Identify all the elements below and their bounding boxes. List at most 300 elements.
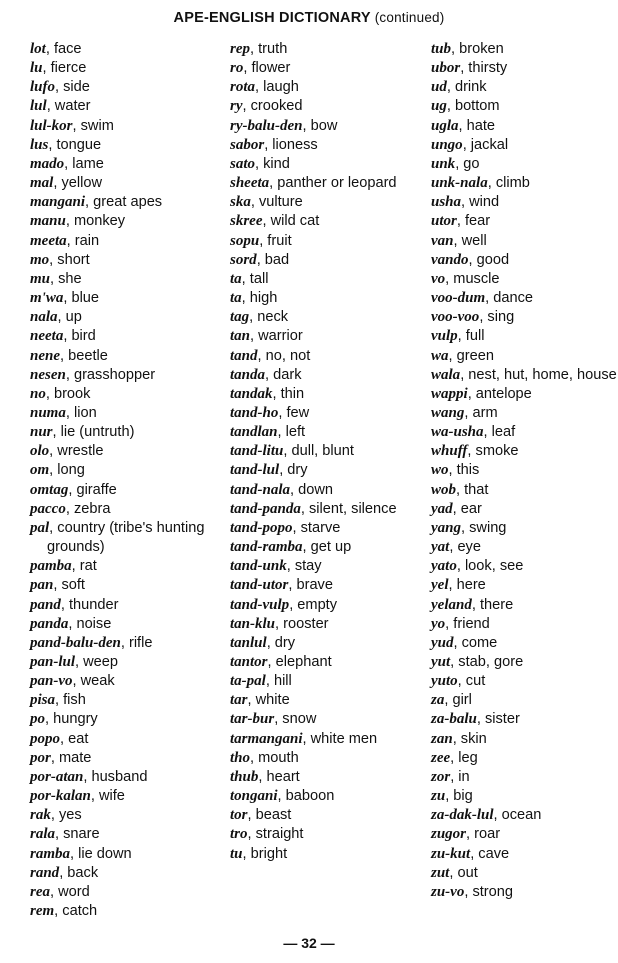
entry-meaning: leg [458,749,478,766]
dictionary-entry: mal, yellow [30,175,103,192]
entry-meaning: yes [58,807,82,824]
entry-word: ramba [30,845,71,862]
dictionary-column-3 [431,40,618,902]
entry-word: panda [30,615,69,632]
dictionary-entry: lul, water [30,98,91,115]
entry-word: pamba [30,558,72,575]
dictionary-entry: tar, white [230,692,290,709]
dictionary-entry: ry, crooked [230,98,303,115]
entry-word: yel [431,577,449,594]
dictionary-entry: wala, nest, hut, home, house [431,366,617,383]
entry-word: rala [30,826,56,843]
entry-meaning: cave [478,845,510,862]
entry-meaning: snow [282,711,317,728]
entry-word: yato [431,558,457,575]
entry-meaning: dry [287,462,308,479]
dictionary-entry: lot, face [30,41,82,57]
entry-word: mangani [30,194,86,211]
dictionary-entry: ta, tall [230,270,269,287]
entry-meaning: rain [74,232,100,249]
entry-meaning: lioness [272,136,318,153]
dictionary-entry: tan, warrior [230,328,303,345]
entry-word: tanda [230,366,266,383]
entry-word: om [30,462,50,479]
entry-meaning: kind [263,155,290,172]
entry-meaning: bow [310,117,338,134]
entry-meaning: water [54,98,91,115]
entry-meaning: bad [264,251,290,268]
entry-word: tag [230,309,250,326]
entry-meaning: grasshopper [73,366,156,383]
entry-word: tand-ho [230,404,279,421]
entry-meaning: dance [493,290,534,307]
entry-word: pan-lul [30,654,76,670]
dictionary-entry: manu, monkey [30,213,126,230]
entry-word: m'wa [30,290,64,307]
dictionary-entry: tand-popo, starve [230,519,341,536]
entry-meaning: husband [91,768,148,785]
dictionary-entry: pal, country (tribe's hunting grounds) [30,519,205,556]
entry-word: rea [30,883,50,900]
entry-meaning: nest, hut, home, house [468,366,617,383]
entry-meaning: soft [61,577,85,594]
entry-word: ry [230,98,243,115]
entry-word: mo [30,251,50,268]
dictionary-column-1 [30,40,225,921]
entry-word: popo [30,730,60,747]
dictionary-entry: rak, yes [30,807,82,824]
dictionary-entry: tand-ho, few [230,404,310,421]
entry-meaning: arm [472,404,498,421]
dictionary-entry: nala, up [30,309,82,326]
dictionary-entry: lu, fierce [30,60,87,77]
entry-meaning: here [456,577,486,594]
page-number: — 32 — [283,935,335,951]
entry-word: ro [230,60,244,77]
dictionary-entry: tand-vulp, empty [230,596,338,613]
dictionary-entry: whuff, smoke [431,443,519,460]
entry-word: vando [431,251,469,268]
entry-word: wa [431,347,449,364]
dictionary-entry: pan-lul, weep [30,654,119,670]
dictionary-entry: wang, arm [431,404,498,421]
entry-word: vo [431,270,446,287]
entry-meaning: left [285,424,306,441]
continued-label: (continued) [374,10,445,25]
dictionary-entry: wa-usha, leaf [431,424,516,441]
entry-meaning: no, not [265,347,311,364]
entry-word: tand-vulp [230,596,290,613]
dictionary-entry: usha, wind [431,194,500,211]
dictionary-entry: unk-nala, climb [431,175,530,192]
dictionary-entry: sabor, lioness [230,136,318,153]
entry-meaning: weep [83,654,119,670]
dictionary-entry: vando, good [431,251,510,268]
dictionary-entry: pand-balu-den, rifle [30,634,153,651]
entry-word: pacco [30,500,66,517]
dictionary-entry: pand, thunder [30,596,119,613]
entry-meaning: beast [255,807,292,824]
dictionary-entry: om, long [30,462,85,479]
dictionary-entry: sopu, fruit [230,232,292,249]
entry-word: ugla [431,117,459,134]
dictionary-entry: nur, lie (untruth) [30,424,135,441]
entry-word: zu [431,788,446,805]
dictionary-entry: lul-kor, swim [30,117,114,134]
entry-word: tan [230,328,251,345]
entry-meaning: skin [460,730,487,747]
entry-meaning: in [458,768,470,785]
entry-word: pan-vo [30,673,73,690]
dictionary-entry: vulp, full [431,328,485,345]
entry-word: no [30,385,46,402]
entry-meaning: neck [257,309,289,326]
entry-meaning: country (tribe's hunting grounds) [47,519,205,556]
entry-meaning: that [464,481,489,498]
entry-meaning: few [286,404,310,421]
dictionary-entry: tand-ramba, get up [230,539,352,556]
entry-meaning: crooked [250,98,303,115]
dictionary-entry: zor, in [431,768,470,785]
entry-word: nesen [30,366,66,383]
entry-meaning: laugh [263,79,299,96]
entry-word: ubor [431,60,461,77]
entry-word: tandak [230,385,273,402]
dictionary-entry: popo, eat [30,730,89,747]
dictionary-entry: voo-voo, sing [431,309,515,326]
entry-word: pisa [30,692,56,709]
entry-word: manu [30,213,66,230]
entry-meaning: stab, gore [458,654,524,670]
entry-word: nene [30,347,60,364]
entry-meaning: high [249,290,278,307]
entry-meaning: stay [294,558,322,575]
entry-word: yat [431,539,450,556]
entry-word: ud [431,79,447,96]
entry-meaning: panther or leopard [277,175,397,192]
entry-word: thub [230,768,259,785]
entry-word: wa-usha [431,424,484,441]
entry-word: yuto [431,673,458,690]
entry-meaning: weak [80,673,115,690]
entry-meaning: she [58,270,82,287]
dictionary-entry: sato, kind [230,155,290,172]
entry-meaning: white men [310,730,378,747]
dictionary-title: APE-ENGLISH DICTIONARY [173,10,371,26]
entry-word: tanlul [230,634,267,651]
entry-meaning: bottom [454,98,500,115]
entry-word: tu [230,845,243,862]
entry-meaning: dark [273,366,302,383]
dictionary-entry: ta, high [230,290,278,307]
entry-word: tongani [230,788,278,805]
entry-word: sord [230,251,257,268]
entry-meaning: good [476,251,510,268]
dictionary-entry: yat, eye [431,539,481,556]
entry-word: tand-lul [230,462,280,479]
entry-meaning: well [461,232,487,249]
entry-word: ta-pal [230,673,266,690]
dictionary-entry: yud, come [431,634,498,651]
entry-meaning: monkey [73,213,126,230]
dictionary-entry: ta-pal, hill [230,673,292,690]
entry-word: sopu [230,232,260,249]
entry-word: nur [30,424,53,441]
dictionary-entry: nene, beetle [30,347,108,364]
dictionary-entry: mado, lame [30,155,104,172]
dictionary-entry: tantor, elephant [230,654,332,670]
entry-word: za [431,692,445,709]
entry-meaning: swim [80,117,114,134]
entry-meaning: fear [464,213,491,230]
entry-meaning: wrestle [57,443,104,460]
entry-word: tand-panda [230,500,301,517]
dictionary-entry: lufo, side [30,79,90,96]
entry-word: unk-nala [431,175,488,192]
entry-word: lu [30,60,43,77]
dictionary-entry: zut, out [431,864,478,881]
entry-meaning: white [255,692,290,709]
entry-word: rep [230,41,250,57]
entry-meaning: silent, silence [308,500,397,517]
entry-word: yo [431,615,446,632]
entry-meaning: blue [71,290,100,307]
entry-meaning: rat [79,558,97,575]
entry-meaning: thunder [68,596,119,613]
entry-word: omtag [30,481,69,498]
entry-meaning: down [298,481,334,498]
entry-word: tand-unk [230,558,287,575]
entry-word: pand-balu-den [30,634,121,651]
dictionary-entry: zu-vo, strong [431,883,514,900]
entry-meaning: bird [71,328,96,345]
entry-word: tub [431,41,452,57]
dictionary-entry: mangani, great apes [30,194,163,211]
entry-meaning: flower [251,60,291,77]
dictionary-entry: ro, flower [230,60,291,77]
entry-meaning: yellow [61,175,103,192]
entry-meaning: rifle [128,634,153,651]
entry-word: voo-voo [431,309,480,326]
dictionary-entry: pisa, fish [30,692,86,709]
dictionary-entry: zu, big [431,788,473,805]
dictionary-entry: ug, bottom [431,98,500,115]
dictionary-entry: tu, bright [230,845,288,862]
entry-word: utor [431,213,457,230]
entry-word: zut [431,864,450,881]
entry-word: yang [431,519,461,536]
entry-meaning: broken [459,41,504,57]
entry-word: za-dak-lul [431,807,494,824]
entry-meaning: snare [63,826,100,843]
dictionary-entry: vo, muscle [431,270,500,287]
entry-word: usha [431,194,462,211]
entry-meaning: sister [484,711,520,728]
dictionary-entry: wappi, antelope [431,385,532,402]
dictionary-column-2 [230,40,425,864]
dictionary-entry: pan, soft [30,577,85,594]
entry-word: unk [431,155,456,172]
entry-meaning: vulture [258,194,303,211]
entry-meaning: rooster [283,615,329,632]
dictionary-entry: yato, look, see [431,558,524,575]
dictionary-entry: yuto, cut [431,673,486,690]
dictionary-entry: yad, ear [431,500,482,517]
entry-word: nala [30,309,58,326]
dictionary-entry: yeland, there [431,596,514,613]
entry-meaning: thirsty [468,60,508,77]
entry-meaning: this [456,462,480,479]
entry-meaning: warrior [258,328,303,345]
entry-word: neeta [30,328,64,345]
dictionary-entry: po, hungry [30,711,98,728]
dictionary-entry: pacco, zebra [30,500,111,517]
dictionary-entry: por-atan, husband [30,768,148,785]
entry-word: rota [230,79,256,96]
dictionary-entry: tar-bur, snow [230,711,317,728]
entry-meaning: smoke [475,443,519,460]
entry-meaning: mouth [258,749,299,766]
dictionary-entry: yo, friend [431,615,490,632]
entry-word: za-balu [431,711,477,728]
dictionary-entry: panda, noise [30,615,112,632]
entry-meaning: elephant [275,654,332,670]
dictionary-entry: zu-kut, cave [431,845,510,862]
dictionary-entry: pamba, rat [30,558,97,575]
dictionary-entry: tandlan, left [230,424,306,441]
dictionary-entry: sheeta, panther or leopard [230,175,397,192]
dictionary-entry: tarmangani, white men [230,730,378,747]
entry-word: yeland [431,596,472,613]
entry-meaning: eye [457,539,481,556]
entry-word: ta [230,270,242,287]
entry-word: numa [30,404,66,421]
entry-word: pand [30,596,61,613]
dictionary-entry: olo, wrestle [30,443,104,460]
entry-meaning: there [479,596,514,613]
entry-word: tand-litu [230,443,284,460]
entry-meaning: catch [62,903,98,920]
entry-meaning: leaf [491,424,516,441]
entry-meaning: giraffe [76,481,117,498]
entry-meaning: mate [58,749,92,766]
entry-meaning: zebra [73,500,111,517]
entry-word: wappi [431,385,468,402]
dictionary-entry: ungo, jackal [431,136,509,153]
entry-meaning: hill [273,673,292,690]
entry-meaning: sing [487,309,515,326]
dictionary-entry: rea, word [30,883,90,900]
entry-word: tho [230,749,251,766]
entry-word: zu-vo [431,883,465,900]
entry-word: ug [431,98,447,115]
dictionary-entry: yel, here [431,577,486,594]
entry-word: mal [30,175,54,192]
dictionary-entry: ugla, hate [431,117,496,134]
entry-meaning: lie down [78,845,132,862]
entry-meaning: look, see [464,558,524,575]
entry-meaning: brook [53,385,91,402]
entry-meaning: roar [474,826,501,843]
dictionary-entry: tand-lul, dry [230,462,308,479]
entry-word: zan [431,730,453,747]
dictionary-entry: por-kalan, wife [30,788,125,805]
entry-word: olo [30,443,50,460]
dictionary-entry: tag, neck [230,309,289,326]
entry-word: yud [431,634,454,651]
dictionary-entry: skree, wild cat [230,213,320,230]
entry-meaning: short [57,251,90,268]
entry-word: meeta [30,232,67,249]
entry-meaning: fish [63,692,86,709]
dictionary-entry: ud, drink [431,79,487,96]
dictionary-entry: nesen, grasshopper [30,366,156,383]
entry-word: skree [230,213,263,230]
entry-meaning: antelope [475,385,532,402]
dictionary-entry: tanlul, dry [230,634,296,651]
entry-meaning: word [58,883,90,900]
entry-meaning: up [65,309,82,326]
entry-word: tand [230,347,258,364]
dictionary-entry: ska, vulture [230,194,303,211]
entry-meaning: ear [460,500,482,517]
entry-word: tandlan [230,424,278,441]
entry-meaning: full [465,328,485,345]
entry-word: rem [30,903,55,920]
entry-meaning: lion [73,404,97,421]
dictionary-entry: rota, laugh [230,79,299,96]
entry-meaning: wind [469,194,500,211]
dictionary-entry: neeta, bird [30,328,96,345]
dictionary-entry: rala, snare [30,826,100,843]
entry-word: tar-bur [230,711,275,728]
entry-word: wo [431,462,449,479]
entry-word: wob [431,481,457,498]
entry-word: lot [30,41,46,57]
entry-meaning: big [453,788,473,805]
dictionary-entry: numa, lion [30,404,97,421]
entry-word: lufo [30,79,56,96]
entry-word: van [431,232,454,249]
entry-meaning: muscle [453,270,500,287]
dictionary-entry: tongani, baboon [230,788,335,805]
entry-meaning: brave [296,577,333,594]
entry-meaning: climb [495,175,530,192]
entry-meaning: hate [466,117,496,134]
dictionary-entry: no, brook [30,385,91,402]
entry-meaning: drink [454,79,487,96]
entry-meaning: girl [452,692,472,709]
dictionary-entry: zugor, roar [431,826,501,843]
entry-meaning: ocean [501,807,542,824]
entry-meaning: straight [255,826,304,843]
entry-word: po [30,711,45,728]
entry-word: tantor [230,654,268,670]
entry-word: tar [230,692,248,709]
entry-word: mado [30,155,65,172]
entry-word: por-kalan [30,788,91,805]
dictionary-entry: rand, back [30,864,99,881]
dictionary-entry: mu, she [30,270,82,287]
entry-meaning: tongue [56,136,102,153]
entry-meaning: empty [297,596,338,613]
entry-word: tor [230,807,248,824]
dictionary-entry: yut, stab, gore [431,654,524,670]
entry-meaning: wild cat [270,213,320,230]
entry-word: voo-dum [431,290,486,307]
entry-meaning: dry [274,634,296,651]
entry-meaning: cut [465,673,486,690]
